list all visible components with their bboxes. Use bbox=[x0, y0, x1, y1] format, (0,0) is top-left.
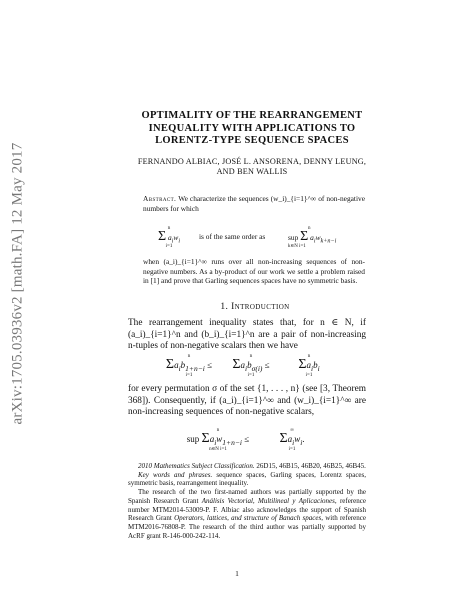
footnote-funding: The research of the two first-named authors was partially supported by the Spanish Research Grant Análisis Vectorial, Multilineal y Aplicaciones, reference number MTM2014-53009-P. F. Albiac also acknowledges the support of Spanish Research Grant Operators, lattices, and structure of Banach spaces, with reference MTM2016-76808-P. The research of the third author was partially supported by AcRF grant R-146-000-242-114. bbox=[128, 488, 366, 540]
abstract-equation bbox=[143, 226, 365, 250]
rearrangement-inequality: n $\Sigma a_ib_{1+n-i}$ ≤ i=1 n $\Sigma a_ib_{\sigma(i)}$ ≤ i=1 n $\Sigma a_ib_i$ i=1 bbox=[165, 354, 320, 378]
intro-paragraph-1: The rearrangement inequality states that, for n ∈ N, if (a_i)_{i=1}^n and (b_i)_{i=1}^n are a pair of non-increasing n-tuples of non-negative scalars then we have bbox=[128, 318, 366, 352]
abstract-eq-middle: is of the same order as bbox=[199, 232, 266, 241]
title-line-3: LORENTZ-TYPE SEQUENCE SPACES bbox=[155, 135, 349, 146]
intro-paragraph-2: for every permutation σ of the set {1, . . . , n} (see [3, Theorem 368]). Consequently, if (a_i)_{i=1}^∞ and (w_i)_{i=1}^∞ are non-increasing sequences of non-negative scalars, bbox=[128, 384, 366, 418]
footnote-msc: 2010 Mathematics Subject Classification. 26D15, 46B15, 46B20, 46B25, 46B45. bbox=[138, 462, 366, 470]
footnotes bbox=[128, 462, 366, 540]
title-line-1: OPTIMALITY OF THE REARRANGEMENT bbox=[141, 110, 363, 121]
arxiv-stamp bbox=[6, 118, 30, 448]
abstract-sum-left: n Σ $a_iw_i$ i=1 bbox=[157, 226, 181, 250]
author-list bbox=[110, 157, 394, 177]
author-line-1: FERNANDO ALBIAC, JOSÉ L. ANSORENA, DENNY LEUNG, bbox=[137, 157, 367, 166]
title-line-2: INEQUALITY WITH APPLICATIONS TO bbox=[148, 122, 356, 134]
abstract-sum-right: n sup Σ $a_iw_{k+n-i}$ k∈N i=1 bbox=[288, 226, 337, 250]
abstract-intro-text: We characterize the sequences (w_i)_{i=1}^∞ of non-negative numbers for which bbox=[143, 194, 365, 213]
abstract-heading: Abstract. bbox=[143, 194, 177, 203]
abstract-body: when (a_i)_{i=1}^∞ runs over all non-increasing sequences of non-negative numbers. As a by-product of our work we settle a problem raised in [1] and prove that Garling sequences spaces have no symmetric basis. bbox=[143, 257, 365, 286]
footnote-keywords: Key words and phrases. sequence spaces, Garling spaces, Lorentz spaces, symmetric basis, rearrangement inequality. bbox=[128, 470, 367, 488]
sup-inequality: n sup $\Sigma a_iw_{1+n-i}$ ≤ n∈N i=1 ∞ $\Sigma a_iw_i$. i=1 bbox=[186, 428, 305, 452]
page-number: 1 bbox=[235, 569, 239, 578]
section-heading: 1. Introduction bbox=[220, 302, 290, 312]
arxiv-stamp-text: arXiv:1705.03936v2 [math.FA] 12 May 2017 bbox=[9, 142, 26, 424]
author-line-2: AND BEN WALLIS bbox=[216, 167, 288, 176]
abstract-intro bbox=[143, 194, 365, 213]
paper-title bbox=[110, 110, 394, 148]
